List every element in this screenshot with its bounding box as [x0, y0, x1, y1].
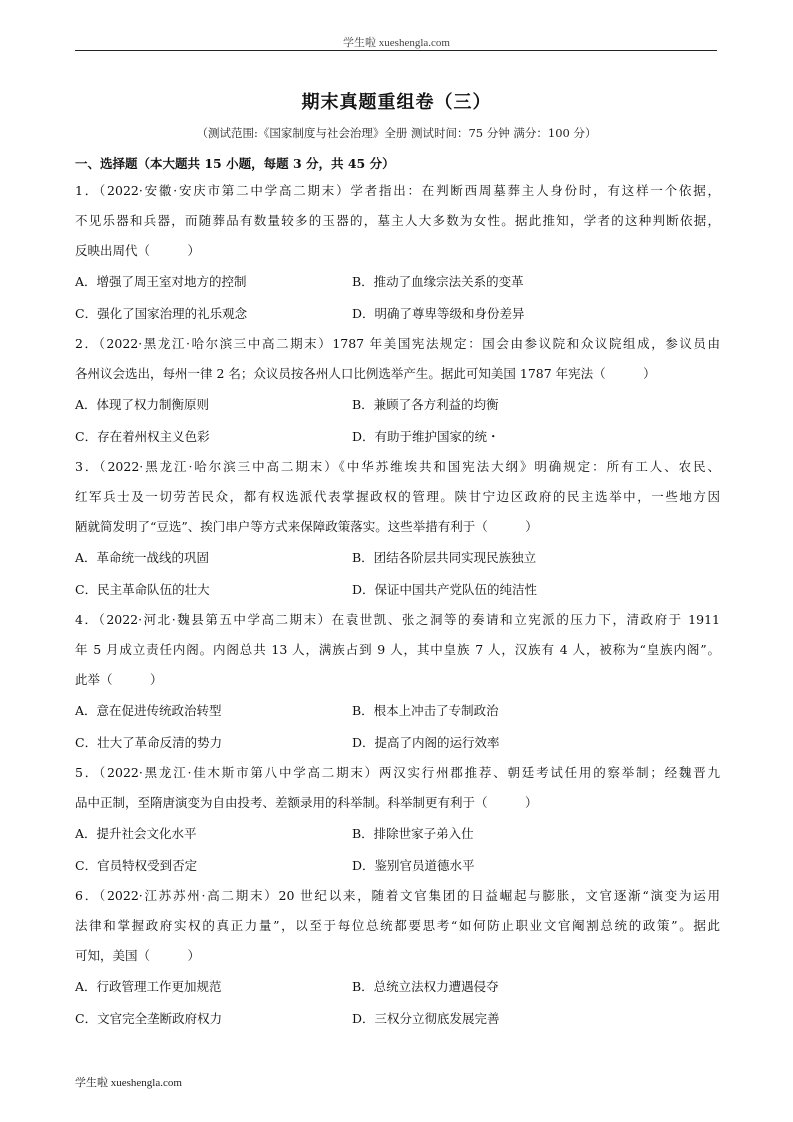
- header-divider: [75, 50, 717, 51]
- option-row: [75, 298, 720, 330]
- question-text-line: 陋就简发明了“豆选”、挨门串户等方式来保障政策落实。这些举措有利于（ ）: [75, 519, 538, 534]
- option-c: C．官员特权受到否定: [75, 857, 198, 873]
- option-b: B．总统立法权力遭遇侵夺: [352, 979, 499, 994]
- question-text-line: 3．（2022·黑龙江·哈尔滨三中高二期末）《中华苏维埃共和国宪法大纲》明确规定：所有工人、农民、: [75, 459, 720, 474]
- option-d: D．保证中国共产党队伍的纯洁性: [352, 581, 538, 597]
- question-text-line: 可知，美国（ ）: [75, 948, 201, 963]
- option-b: B．根本上冲击了专制政治: [352, 703, 499, 718]
- question-text-line: 5．（2022·黑龙江·佳木斯市第八中学高二期末）两汉实行州郡推荐、朝廷考试任用的察举制；经魏晋九: [75, 765, 720, 780]
- option-d: D．提高了内阁的运行效率: [352, 734, 500, 750]
- exam-content: [75, 152, 720, 1034]
- page-header: 学生啦 xueshengla.com: [343, 37, 450, 49]
- option-d: D．鉴别官员道德水平: [352, 857, 475, 873]
- option-d: D．明确了尊卑等级和身份差异: [352, 305, 525, 321]
- option-a: A．提升社会文化水平: [75, 826, 197, 841]
- option-b: B．团结各阶层共同实现民族独立: [352, 550, 537, 565]
- option-a: A．体现了权力制衡原则: [75, 397, 210, 412]
- option-a: A．革命统一战线的巩固: [75, 550, 210, 565]
- option-row: [75, 266, 720, 298]
- question-text-line: 各州议会选出，每州一律 2 名；众议员按各州人口比例选举产生。据此可知美国 1787 年宪法（ ）: [75, 366, 656, 381]
- option-a: A．意在促进传统政治转型: [75, 703, 222, 718]
- question-text-line: 此举（ ）: [75, 672, 163, 687]
- option-row: [75, 818, 720, 850]
- option-row: [75, 695, 720, 727]
- option-c: C．民主革命队伍的壮大: [75, 581, 210, 597]
- question-text-line: 反映出周代（ ）: [75, 243, 201, 258]
- question-text-line: 1．（2022·安徽·安庆市第二中学高二期末）学者指出：在判断西周墓葬主人身份时，有这样一个依据，: [75, 183, 720, 198]
- question-text-line: 6．（2022·江苏苏州·高二期末）20 世纪以来，随着文官集团的日益崛起与膨胀，文官逐渐“演变为运用: [75, 888, 720, 903]
- option-d: D．有助于维护国家的统・: [352, 428, 500, 444]
- question-text-line: 红军兵士及一切劳苦民众，都有权选派代表掌握政权的管理。陕甘宁边区政府的民主选举中，一些地方因: [75, 489, 720, 504]
- option-c: C．文官完全垄断政府权力: [75, 1010, 223, 1026]
- question-2: [75, 329, 720, 452]
- question-6: [75, 881, 720, 1034]
- option-c: C．存在着州权主义色彩: [75, 428, 210, 444]
- option-c: C．强化了国家治理的礼乐观念: [75, 305, 248, 321]
- option-c: C．壮大了革命反清的势力: [75, 734, 223, 750]
- option-row: [75, 574, 720, 606]
- question-text-line: 法律和掌握政府实权的真正力量”，以至于每位总统都要思考“如何防止职业文官阉割总统的政策”。据此: [75, 918, 720, 933]
- option-b: B．推动了血缘宗法关系的变革: [352, 274, 524, 289]
- option-row: [75, 1003, 720, 1035]
- question-text-line: 年 5 月成立责任内阁。内阁总共 13 人，满族占到 9 人，其中皇族 7 人，汉族有 4 人，被称为“皇族内阁”。: [75, 642, 720, 657]
- section-heading: 一、选择题（本大题共 15 小题，每题 3 分，共 45 分）: [75, 156, 395, 171]
- option-row: [75, 727, 720, 759]
- option-a: A．增强了周王室对地方的控制: [75, 274, 247, 289]
- option-row: [75, 421, 720, 453]
- option-d: D．三权分立彻底发展完善: [352, 1010, 500, 1026]
- option-row: [75, 389, 720, 421]
- option-a: A．行政管理工作更加规范: [75, 979, 222, 994]
- option-row: [75, 850, 720, 882]
- option-row: [75, 971, 720, 1003]
- question-text-line: 4．（2022·河北·魏县第五中学高二期末）在袁世凯、张之洞等的奏请和立宪派的压力下，清政府于 1911: [75, 612, 720, 627]
- question-3: [75, 452, 720, 605]
- option-b: B．排除世家子弟入仕: [352, 826, 474, 841]
- option-b: B．兼顾了各方利益的均衡: [352, 397, 499, 412]
- option-row: [75, 542, 720, 574]
- question-1: [75, 176, 720, 329]
- question-text-line: 品中正制，至隋唐演变为自由投考、差额录用的科举制。科举制更有利于（ ）: [75, 795, 538, 810]
- question-4: [75, 605, 720, 758]
- question-text-line: 2．（2022·黑龙江·哈尔滨三中高二期末）1787 年美国宪法规定：国会由参议院和众议院组成，参议员由: [75, 336, 720, 351]
- exam-info: （测试范围:《国家制度与社会治理》全册 测试时间：75 分钟 满分：100 分）: [196, 126, 597, 140]
- question-text-line: 不见乐器和兵器，而随葬品有数量较多的玉器的，墓主人大多数为女性。据此推知，学者的这种判断依据，: [75, 213, 720, 228]
- page-footer: 学生啦 xueshengla.com: [75, 1077, 182, 1089]
- page-title: 期末真题重组卷（三）: [301, 92, 492, 113]
- question-5: [75, 758, 720, 881]
